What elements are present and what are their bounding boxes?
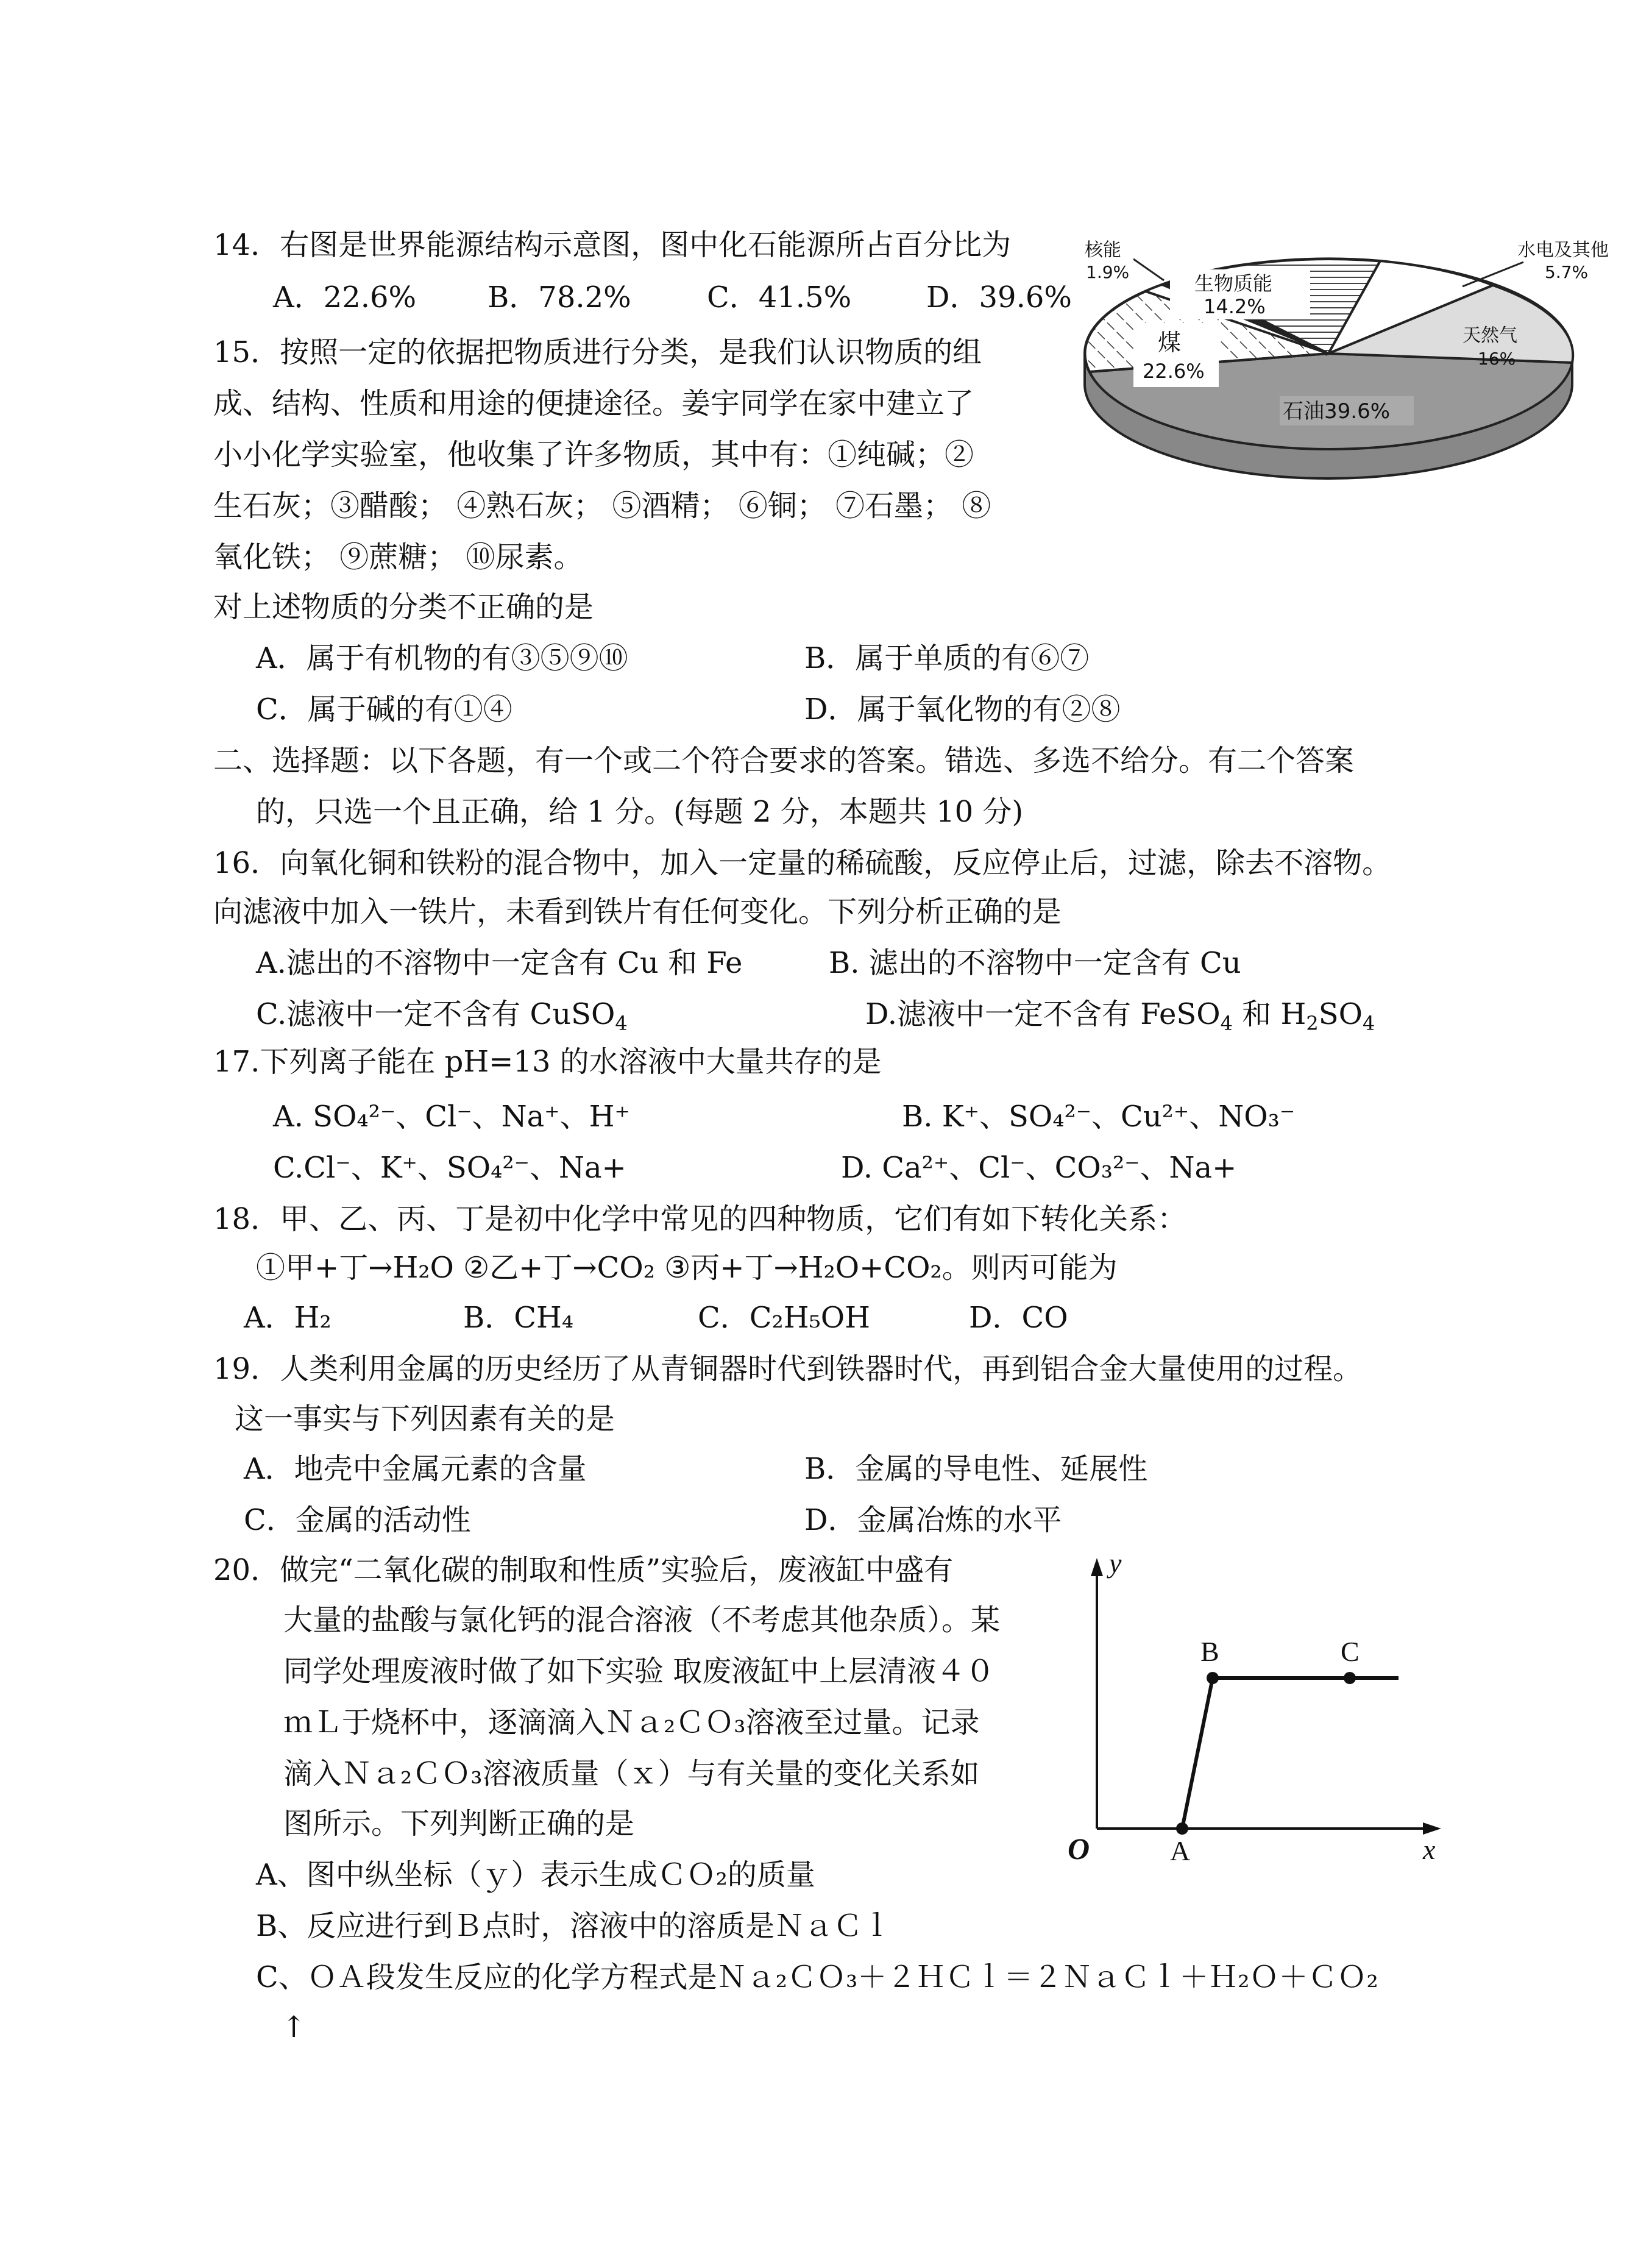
q16-option-d-text: D.滤液中一定不含有 FeSO [865,997,1221,1031]
q18-option-d: D．CO [969,1301,1068,1335]
q15-line-4: 生石灰；③醋酸； ④熟石灰； ⑤酒精； ⑥铜； ⑦石墨； ⑧ [213,489,991,523]
pie-label-nuclear-pct: 1.9% [1086,262,1130,282]
q16-option-d-sub2: 2 [1306,1012,1319,1035]
graph-a-label: A [1170,1835,1191,1866]
q16-option-d-text2: 和 H [1232,997,1306,1031]
q16-option-b: B. 滤出的不溶物中一定含有 Cu [829,946,1241,980]
pie-label-biomass-pct: 14.2% [1204,295,1266,318]
q16-option-a: A.滤出的不溶物中一定含有 Cu 和 Fe [256,946,743,980]
graph-point-a [1176,1822,1188,1835]
graph-y-label: y [1109,1548,1122,1579]
graph-point-c [1344,1672,1356,1684]
q17-option-b: B. K⁺、SO₄²⁻、Cu²⁺、NO₃⁻ [902,1100,1296,1134]
graph-b-label: B [1200,1636,1219,1667]
q14-option-b: B．78.2% [488,280,631,315]
section2-line-1: 二、选择题：以下各题，有一个或二个符合要求的答案。错选、多选不给分。有二个答案 [213,744,1355,778]
q20-option-b: B、反应进行到Ｂ点时，溶液中的溶质是ＮａＣｌ [256,1909,892,1943]
q20-option-a: A、图中纵坐标（ｙ）表示生成ＣＯ₂的质量 [256,1858,815,1892]
pie-label-oil: 石油39.6% [1283,399,1391,424]
graph-point-b [1207,1672,1219,1684]
q20-line-1: 20．做完“二氧化碳的制取和性质”实验后，废液缸中盛有 [213,1553,954,1587]
q19-line-1: 19．人类利用金属的历史经历了从青铜器时代到铁器时代，再到铝合金大量使用的过程。 [213,1352,1363,1386]
q20-option-c-arrow: ↑ [282,2010,307,2044]
q20-option-c: C、ＯＡ段发生反应的化学方程式是Ｎａ₂ＣＯ₃＋２ＨＣｌ＝２ＮａＣｌ＋Ｈ₂Ｏ＋ＣＯ₂ [256,1960,1378,1994]
q17-option-d: D. Ca²⁺、Cl⁻、CO₃²⁻、Na+ [841,1151,1237,1185]
q15-line-5: 氧化铁； ⑨蔗糖； ⑩尿素。 [213,540,583,574]
q15-line-2: 成、结构、性质和用途的便捷途径。姜宇同学在家中建立了 [213,386,974,421]
pie-label-biomass: 生物质能 [1194,272,1273,295]
q17-option-c: C.Cl⁻、K⁺、SO₄²⁻、Na+ [273,1151,626,1185]
q16-option-d-sub3: 4 [1362,1012,1375,1035]
q19-option-b: B．金属的导电性、延展性 [804,1452,1148,1486]
pie-label-gas-pct: 16% [1478,349,1516,369]
graph-y-axis-arrow [1091,1558,1103,1576]
q15-line-3: 小小化学实验室，他收集了许多物质，其中有：①纯碱；② [213,438,974,472]
pie-label-gas: 天然气 [1462,325,1517,346]
q16-line-1: 16．向氧化铜和铁粉的混合物中，加入一定量的稀硫酸，反应停止后，过滤，除去不溶物。 [213,846,1392,880]
q20-line-6: 图所示。下列判断正确的是 [283,1807,635,1841]
q19-option-d: D．金属冶炼的水平 [804,1503,1062,1537]
pie-label-coal-pct: 22.6% [1143,360,1205,383]
graph-c-label: C [1341,1636,1360,1667]
q18-stem: 18．甲、乙、丙、丁是初中化学中常见的四种物质，它们有如下转化关系： [213,1202,1187,1236]
q19-option-a: A．地壳中金属元素的含量 [244,1452,587,1486]
q20-line-3: 同学处理废液时做了如下实验 取废液缸中上层清液４０ [283,1654,995,1688]
q20-graph [1068,1542,1450,1866]
q15-line-1: 15．按照一定的依据把物质进行分类，是我们认识物质的组 [213,335,982,369]
q16-option-c-text: C.滤液中一定不含有 CuSO [256,997,615,1031]
q20-line-2: 大量的盐酸与氯化钙的混合溶液（不考虑其他杂质）。某 [283,1603,1001,1637]
q15-option-b: B．属于单质的有⑥⑦ [804,641,1090,675]
q17-option-a: A. SO₄²⁻、Cl⁻、Na⁺、H⁺ [273,1100,630,1134]
energy-pie-chart [1072,232,1621,500]
q16-option-c-sub: 4 [615,1012,628,1035]
q17-stem: 17.下列离子能在 pH=13 的水溶液中大量共存的是 [213,1045,882,1079]
q19-option-c: C．金属的活动性 [244,1503,471,1537]
q20-line-4: ｍＬ于烧杯中，逐滴滴入Ｎａ₂ＣＯ₃溶液至过量。记录 [283,1705,980,1740]
pie-label-hydro-pct: 5.7% [1545,262,1589,282]
section2-line-2: 的，只选一个且正确，给 1 分。(每题 2 分，本题共 10 分) [256,795,1024,829]
q14-option-c: C．41.5% [707,280,852,315]
graph-o-label: O [1068,1832,1090,1866]
q20-line-5: 滴入Ｎａ₂ＣＯ₃溶液质量（ｘ）与有关量的变化关系如 [283,1757,980,1791]
q18-option-a: A．H₂ [244,1301,332,1335]
q15-option-c: C．属于碱的有①④ [256,692,512,727]
pie-label-hydro: 水电及其他 [1517,240,1609,261]
graph-x-axis-arrow [1423,1822,1441,1835]
pie-label-nuclear: 核能 [1085,240,1121,261]
q19-line-2: 这一事实与下列因素有关的是 [235,1402,615,1436]
q18-option-c: C．C₂H₅OH [698,1301,871,1335]
graph-line [1182,1678,1399,1829]
q16-option-d-sub1: 4 [1220,1012,1233,1035]
graph-x-label: x [1423,1834,1436,1865]
q18-option-b: B．CH₄ [463,1301,574,1335]
q16-option-d-text3: SO [1318,997,1363,1031]
q16-line-2: 向滤液中加入一铁片，未看到铁片有任何变化。下列分析正确的是 [213,895,1062,929]
pie-label-coal: 煤 [1158,329,1182,356]
q15-line-6: 对上述物质的分类不正确的是 [213,590,594,624]
q14-stem: 14．右图是世界能源结构示意图，图中化石能源所占百分比为 [213,228,1012,262]
q15-option-a: A．属于有机物的有③⑤⑨⑩ [256,641,628,675]
q18-relations: ①甲+丁→H₂O ②乙+丁→CO₂ ③丙+丁→H₂O+CO₂。则丙可能为 [256,1251,1118,1285]
q16-option-c [256,996,628,1042]
q14-option-a: A．22.6% [273,280,417,315]
q15-option-d: D．属于氧化物的有②⑧ [804,692,1121,727]
q14-option-d: D．39.6% [926,280,1072,315]
q16-option-d [865,996,1375,1042]
